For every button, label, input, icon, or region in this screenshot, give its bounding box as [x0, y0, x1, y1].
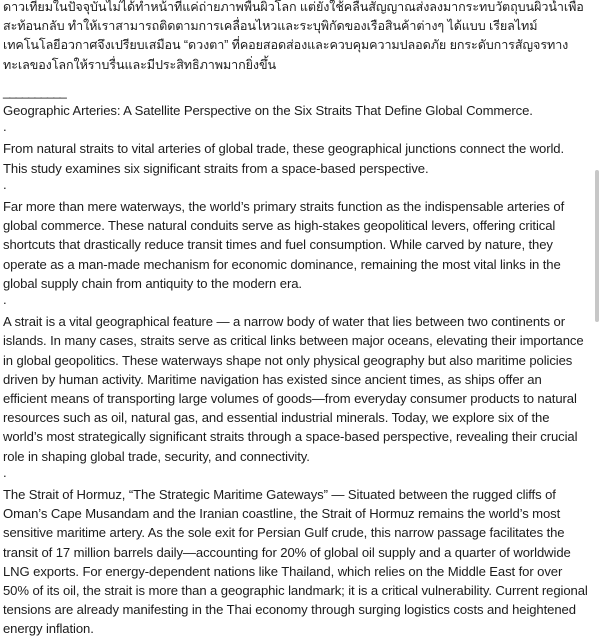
thai-intro-paragraph: ดาวเทียมในปัจจุบันไม่ได้ทำหน้าที่แค่ถ่ายภาพพื้นผิวโลก แต่ยังใช้คลื่นสัญญาณส่งลงมากระทบวัตถุบนผิวน้ำเพื่อสะท้อนกลับ ทำให้เราสามารถติดตามการเคลื่อนไหวและระบุพิกัดของเรือสินค้าต่างๆ ได้แบบ เรียลไทม์ เทคโนโลยีอวกาศจึงเปรียบเสมือน “ดวงตา” ที่คอยสอดส่องและควบคุมความปลอดภัย ยกระดับการสัญจรทางทะเลของโลกให้ราบรื่นและมีประสิทธิภาพมากยิ่งขึ้น — [3, 0, 584, 72]
text-divider: __________ — [3, 83, 66, 99]
hormuz-paragraph: The Strait of Hormuz, “The Strategic Maritime Gateways” — Situated between the rugged cliffs of Oman’s Cape Musandam and the Iranian coastline, the Strait of Hormuz remains the world’s most sensitive maritime artery. As the sole exit for Persian Gulf crude, this narrow passage facilitates the transit of 17 million barrels daily—accounting for 20% of global oil supply and a quarter of worldwide LNG exports. For energy-dependent nations like Thailand, which relies on the Middle East for over 50% of its oil, the strait is more than a geographic landmark; it is a critical vulnerability. Current regional tensions are already manifesting in the Thai economy through surging logistics costs and heightened energy inflation. — [3, 487, 588, 637]
post-title: Geographic Arteries: A Satellite Perspective on the Six Straits That Define Global Commerce. — [3, 103, 533, 118]
intro-paragraph: From natural straits to vital arteries of global trade, these geographical junctions connect the world. This study examines six significant straits from a space-based perspective. — [3, 141, 565, 176]
commerce-paragraph: Far more than mere waterways, the world’s primary straits function as the indispensable arteries of global commerce. These natural conduits serve as high-stakes geopolitical levers, offering critical shortcuts that drastically reduce transit times and fuel consumption. While carved by nature, they operate as a man-made mechanism for economic dominance, remaining the most vital links in the global supply chain from antiquity to the modern era. — [3, 198, 565, 291]
definition-paragraph: A strait is a vital geographical feature — a narrow body of water that lies between two continents or islands. In many cases, straits serve as critical links between major oceans, elevating their importance in global geopolitics. These waterways shape not only physical geography but also maritime policies driven by human activity. Maritime navigation has existed since ancient times, as ships offer an efficient means of transporting large volumes of goods—from everyday consumer products to natural resources such as oil, natural gas, and essential industrial minerals. Today, we explore six of the world’s most strategically significant straits through a space-based perspective, revealing their crucial role in shaping global trade, security, and connectivity. — [3, 314, 584, 464]
spacer — [3, 75, 589, 82]
dot-separator: . — [3, 292, 7, 307]
dot-separator: . — [3, 119, 7, 135]
dot-separator: . — [3, 464, 7, 480]
dot-separator: . — [3, 176, 7, 192]
vertical-scrollbar[interactable] — [593, 0, 600, 597]
scrollbar-thumb[interactable] — [595, 170, 599, 322]
post-body — [3, 0, 589, 639]
